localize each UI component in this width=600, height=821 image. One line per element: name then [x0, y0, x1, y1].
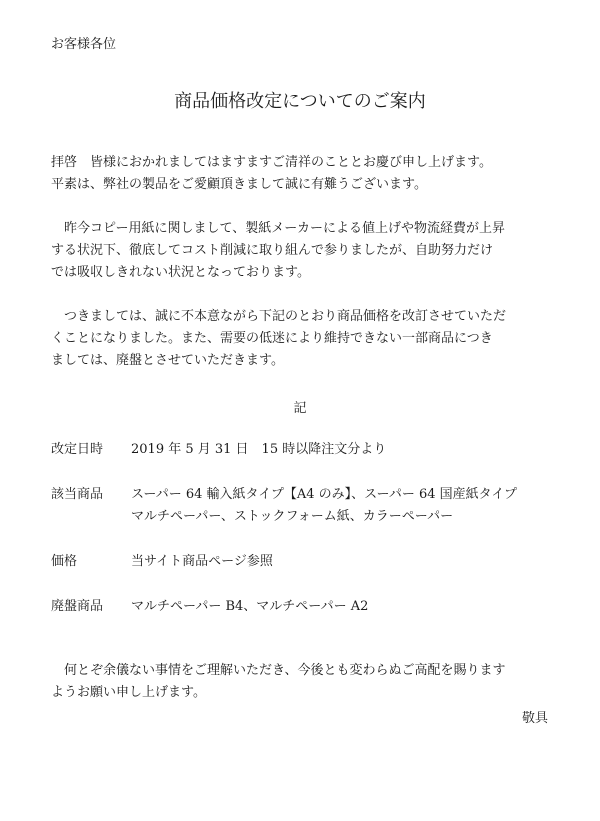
- closing-line-1: 何とぞ余儀ない事情をご理解いただき、今後とも変わらぬご高配を賜ります: [51, 663, 506, 678]
- ki-heading: 記: [293, 401, 307, 416]
- detail-row-price: [51, 551, 561, 573]
- detail-value-price: [131, 551, 561, 573]
- greeting-line-1: 拝啓 皆様におかれましてはますますご清祥のこととお慶び申し上げます。: [51, 155, 492, 170]
- detail-label-products: 該当商品: [51, 487, 104, 502]
- closing-line-2: ようお願い申し上げます。: [51, 685, 206, 700]
- page-title: 商品価格改定についてのご案内: [174, 91, 426, 112]
- detail-row-discontinued: [51, 596, 561, 618]
- paragraph-1-line-2: する状況下、徹底してコスト削減に取り組んで参りましたが、自助努力だけ: [51, 243, 494, 258]
- paragraph-1-line-3: では吸収しきれない状況となっております。: [51, 265, 310, 280]
- detail-value-products-line-1: スーパー 64 輸入紙タイプ【A4 のみ】、スーパー 64 国産紙タイプ: [131, 487, 518, 502]
- detail-value-discontinued: [131, 596, 561, 618]
- detail-value-products: [131, 484, 561, 528]
- detail-value-discontinued-text: マルチペーパー B4、マルチペーパー A2: [131, 599, 369, 614]
- body-paragraph-2: [51, 306, 551, 372]
- paragraph-1-line-1: 昨今コピー用紙に関しまして、製紙メーカーによる値上げや物流経費が上昇: [51, 221, 505, 236]
- salutation: お客様各位: [51, 37, 117, 52]
- paragraph-2-line-2: くことになりました。また、需要の低迷により維持できない一部商品につき: [51, 331, 493, 346]
- detail-value-price-text: 当サイト商品ページ参照: [131, 554, 273, 569]
- detail-row-products: [51, 484, 561, 528]
- detail-label-date: 改定日時: [51, 442, 104, 457]
- paragraph-2-line-1: つきましては、誠に不本意ながら下記のとおり商品価格を改訂させていただ: [51, 309, 507, 324]
- detail-value-products-line-2: マルチペーパー、ストックフォーム紙、カラーペーパー: [131, 509, 454, 524]
- detail-label-discontinued: 廃盤商品: [51, 599, 104, 614]
- detail-label-price: 価格: [51, 554, 78, 569]
- detail-row-date: [51, 439, 561, 461]
- body-paragraph-1: [51, 218, 551, 284]
- closing-paragraph: [51, 660, 551, 704]
- paragraph-2-line-3: ましては、廃盤とさせていただきます。: [51, 353, 284, 368]
- closing-word: 敬具: [521, 711, 548, 726]
- greeting-line-2: 平素は、弊社の製品をご愛顧頂きまして誠に有難うございます。: [51, 177, 427, 192]
- detail-value-date-text: 2019 年 5 月 31 日 15 時以降注文分より: [131, 442, 387, 457]
- greeting-paragraph: [51, 152, 551, 196]
- detail-value-date: [131, 439, 561, 461]
